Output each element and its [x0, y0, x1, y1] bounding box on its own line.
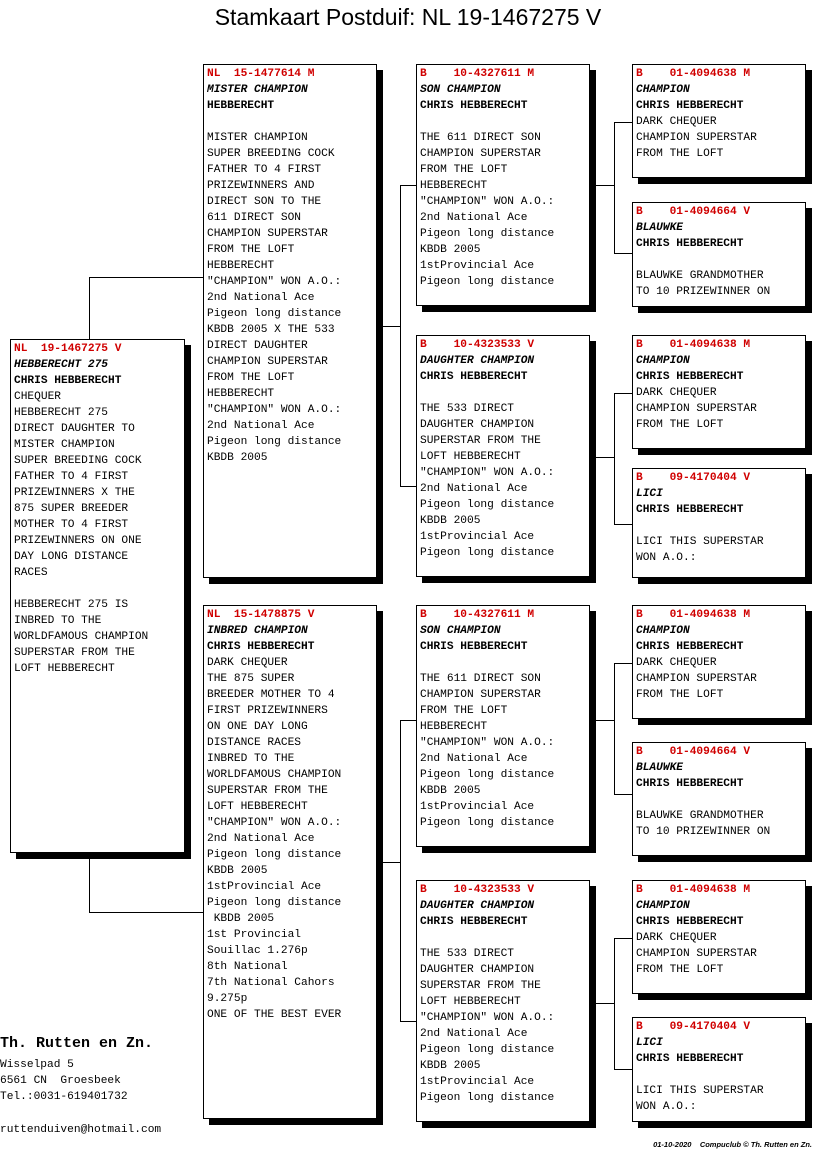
connector-line: [614, 122, 615, 254]
pigeon-name: INBRED CHAMPION: [207, 625, 308, 637]
connector-line: [400, 486, 417, 487]
owner-email[interactable]: ruttenduiven@hotmail.com: [0, 1124, 162, 1136]
connector-line: [614, 663, 633, 664]
pigeon-name: CHAMPION: [636, 355, 690, 367]
pigeon-notes: DARK CHEQUER CHAMPION SUPERSTAR FROM THE LOFT: [636, 932, 757, 976]
breeder-name: CHRIS HEBBERECHT: [636, 238, 744, 250]
connector-line: [614, 524, 633, 525]
owner-name: Th. Rutten en Zn.: [0, 1035, 154, 1052]
pigeon-card-sire[interactable]: [203, 64, 377, 578]
pigeon-name: HEBBERECHT 275: [14, 359, 108, 371]
pigeon-card-ss-sire[interactable]: [632, 64, 806, 178]
footer: [653, 1140, 812, 1149]
pigeon-name: DAUGHTER CHAMPION: [420, 355, 535, 367]
breeder-name: CHRIS HEBBERECHT: [636, 504, 744, 516]
ring-number: B 10-4327611 M: [420, 609, 535, 621]
pigeon-name: CHAMPION: [636, 84, 690, 96]
pigeon-notes: LICI THIS SUPERSTAR WON A.O.:: [636, 536, 764, 564]
ring-number: B 10-4323533 V: [420, 339, 535, 351]
ring-number: B 10-4323533 V: [420, 884, 535, 896]
pigeon-name: SON CHAMPION: [420, 625, 501, 637]
connector-line: [614, 1069, 633, 1070]
pigeon-card-ss-dam[interactable]: [632, 202, 806, 307]
pigeon-name: LICI: [636, 1037, 663, 1049]
pigeon-name: BLAUWKE: [636, 762, 683, 774]
pigeon-card-dam[interactable]: [203, 605, 377, 1119]
breeder-name: CHRIS HEBBERECHT: [636, 916, 744, 928]
pigeon-notes: DARK CHEQUER THE 875 SUPER BREEDER MOTHER TO 4 FIRST PRIZEWINNERS ON ONE DAY LONG DISTANCE RACES INBRED TO THE WORLDFAMOUS CHAMPION SUPERSTAR FROM THE LOFT HEBBERECHT "CHAMPION" WON A.O.: 2nd National Ace Pigeon long distance KBDB 2005 1stProvincial Ace Pigeon long distance KBDB 2005 1st Provincial Souillac 1.276p 8th National 7th National Cahors 9.275p ONE OF THE BEST EVER: [207, 657, 342, 1021]
connector-line: [400, 720, 417, 721]
breeder-name: CHRIS HEBBERECHT: [14, 375, 122, 387]
breeder-name: CHRIS HEBBERECHT: [636, 1053, 744, 1065]
ring-number: B 01-4094664 V: [636, 746, 751, 758]
connector-line: [614, 663, 615, 795]
pigeon-card-ds-dam[interactable]: [632, 742, 806, 856]
owner-phone: Tel.:0031-619401732: [0, 1091, 128, 1103]
pigeon-card-subject[interactable]: [10, 339, 185, 853]
ring-number: B 01-4094638 M: [636, 68, 751, 80]
pigeon-notes: THE 533 DIRECT DAUGHTER CHAMPION SUPERSTAR FROM THE LOFT HEBBERECHT "CHAMPION" WON A.O.: 2nd National Ace Pigeon long distance KBDB 2005 1stProvincial Ace Pigeon long distance: [420, 948, 555, 1104]
pigeon-name: DAUGHTER CHAMPION: [420, 900, 535, 912]
pigeon-notes: THE 611 DIRECT SON CHAMPION SUPERSTAR FROM THE LOFT HEBBERECHT "CHAMPION" WON A.O.: 2nd National Ace Pigeon long distance KBDB 2005 1stProvincial Ace Pigeon long distance: [420, 673, 555, 829]
breeder-name: CHRIS HEBBERECHT: [207, 641, 315, 653]
pigeon-notes: CHEQUER HEBBERECHT 275 DIRECT DAUGHTER TO MISTER CHAMPION SUPER BREEDING COCK FATHER TO 4 FIRST PRIZEWINNERS X THE 875 SUPER BREEDER MOTHER TO 4 FIRST PRIZEWINNERS ON ONE DAY LONG DISTANCE RACES HEBBERECHT 275 IS INBRED TO THE WORLDFAMOUS CHAMPION SUPERSTAR FROM THE LOFT HEBBERECHT: [14, 391, 149, 675]
pigeon-card-dd-sire[interactable]: [632, 880, 806, 994]
breeder-name: CHRIS HEBBERECHT: [420, 371, 528, 383]
breeder-name: CHRIS HEBBERECHT: [420, 916, 528, 928]
ring-number: B 01-4094638 M: [636, 339, 751, 351]
ring-number: B 01-4094664 V: [636, 206, 751, 218]
ring-number: B 01-4094638 M: [636, 609, 751, 621]
connector-line: [589, 185, 614, 186]
connector-line: [589, 457, 614, 458]
ring-number: B 01-4094638 M: [636, 884, 751, 896]
connector-line: [400, 1021, 417, 1022]
connector-line: [614, 938, 615, 1070]
pigeon-notes: THE 533 DIRECT DAUGHTER CHAMPION SUPERSTAR FROM THE LOFT HEBBERECHT "CHAMPION" WON A.O.: 2nd National Ace Pigeon long distance KBDB 2005 1stProvincial Ace Pigeon long distance: [420, 403, 555, 559]
pigeon-card-dam-dam[interactable]: [416, 880, 590, 1122]
breeder-name: CHRIS HEBBERECHT: [636, 778, 744, 790]
connector-line: [89, 277, 90, 339]
ring-number: B 09-4170404 V: [636, 1021, 751, 1033]
connector-line: [376, 326, 400, 327]
connector-line: [614, 122, 633, 123]
connector-line: [400, 720, 401, 1022]
pigeon-notes: DARK CHEQUER CHAMPION SUPERSTAR FROM THE LOFT: [636, 387, 757, 431]
connector-line: [89, 912, 204, 913]
pigeon-card-ds-sire[interactable]: [632, 605, 806, 719]
connector-line: [614, 938, 633, 939]
footer-date: 01-10-2020: [653, 1140, 692, 1149]
connector-line: [614, 253, 633, 254]
connector-line: [614, 794, 633, 795]
pigeon-notes: DARK CHEQUER CHAMPION SUPERSTAR FROM THE LOFT: [636, 657, 757, 701]
pigeon-card-sire-sire[interactable]: [416, 64, 590, 306]
pigeon-notes: LICI THIS SUPERSTAR WON A.O.:: [636, 1085, 764, 1113]
pigeon-notes: THE 611 DIRECT SON CHAMPION SUPERSTAR FROM THE LOFT HEBBERECHT "CHAMPION" WON A.O.: 2nd National Ace Pigeon long distance KBDB 2005 1stProvincial Ace Pigeon long distance: [420, 132, 555, 288]
breeder-name: CHRIS HEBBERECHT: [420, 100, 528, 112]
pigeon-card-sd-sire[interactable]: [632, 335, 806, 449]
ring-number: NL 19-1467275 V: [14, 343, 122, 355]
connector-line: [89, 277, 204, 278]
owner-info: [0, 1034, 153, 1105]
connector-line: [589, 1003, 614, 1004]
breeder-name: CHRIS HEBBERECHT: [636, 371, 744, 383]
ring-number: B 10-4327611 M: [420, 68, 535, 80]
pigeon-card-dd-dam[interactable]: [632, 1017, 806, 1122]
connector-line: [376, 862, 400, 863]
breeder-name: CHRIS HEBBERECHT: [420, 641, 528, 653]
owner-address: Wisselpad 5: [0, 1059, 74, 1071]
footer-credit: Compuclub © Th. Rutten en Zn.: [699, 1140, 812, 1149]
pigeon-name: MISTER CHAMPION: [207, 84, 308, 96]
breeder-name: HEBBERECHT: [207, 100, 275, 112]
ring-number: NL 15-1478875 V: [207, 609, 315, 621]
connector-line: [400, 185, 417, 186]
pigeon-name: CHAMPION: [636, 625, 690, 637]
connector-line: [614, 393, 633, 394]
connector-line: [589, 720, 614, 721]
pigeon-card-sd-dam[interactable]: [632, 468, 806, 578]
pigeon-card-sire-dam[interactable]: [416, 335, 590, 577]
breeder-name: CHRIS HEBBERECHT: [636, 641, 744, 653]
pigeon-notes: BLAUWKE GRANDMOTHER TO 10 PRIZEWINNER ON: [636, 270, 771, 298]
page-title: Stamkaart Postduif: NL 19-1467275 V: [214, 4, 602, 30]
breeder-name: CHRIS HEBBERECHT: [636, 100, 744, 112]
pigeon-name: LICI: [636, 488, 663, 500]
pigeon-notes: DARK CHEQUER CHAMPION SUPERSTAR FROM THE LOFT: [636, 116, 757, 160]
connector-line: [614, 393, 615, 525]
pigeon-name: BLAUWKE: [636, 222, 683, 234]
ring-number: NL 15-1477614 M: [207, 68, 315, 80]
pigeon-name: CHAMPION: [636, 900, 690, 912]
pigeon-notes: BLAUWKE GRANDMOTHER TO 10 PRIZEWINNER ON: [636, 810, 771, 838]
ring-number: B 09-4170404 V: [636, 472, 751, 484]
connector-line: [89, 853, 90, 912]
pigeon-card-dam-sire[interactable]: [416, 605, 590, 847]
connector-line: [400, 185, 401, 487]
pigeon-notes: MISTER CHAMPION SUPER BREEDING COCK FATHER TO 4 FIRST PRIZEWINNERS AND DIRECT SON TO THE 611 DIRECT SON CHAMPION SUPERSTAR FROM THE LOFT HEBBERECHT "CHAMPION" WON A.O.: 2nd National Ace Pigeon long distance KBDB 2005 X THE 533 DIRECT DAUGHTER CHAMPION SUPERSTAR FROM THE LOFT HEBBERECHT "CHAMPION" WON A.O.: 2nd National Ace Pigeon long distance KBDB 2005: [207, 132, 342, 464]
owner-city: 6561 CN Groesbeek: [0, 1075, 121, 1087]
pigeon-name: SON CHAMPION: [420, 84, 501, 96]
